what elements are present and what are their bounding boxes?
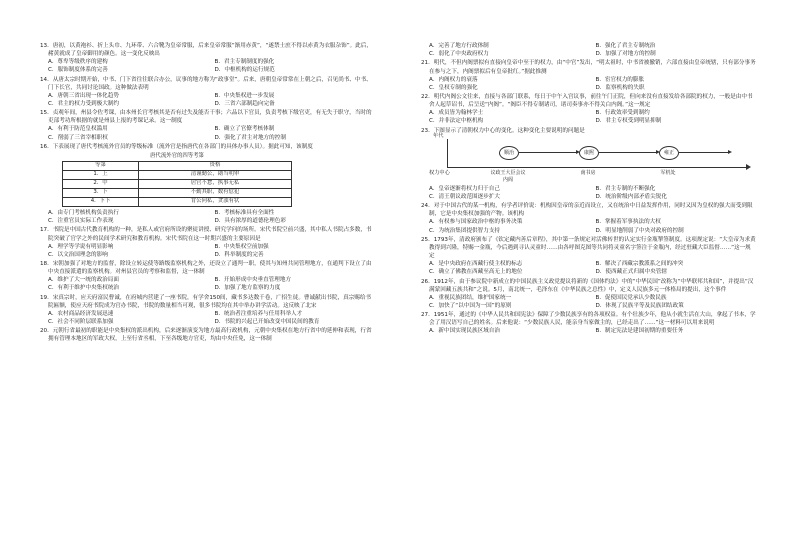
question-block [421, 202, 756, 234]
answer-option: B．确立了官僚考核体制 [214, 126, 275, 133]
options-list [421, 260, 756, 276]
answer-option: C．弱化了中央政府权力 [429, 51, 489, 58]
answer-option: D．加强了对地方的控制 [595, 51, 656, 58]
table-cell: 3．下 [63, 188, 139, 197]
diagram-y-label: 年代 [433, 132, 444, 139]
question-block [421, 278, 756, 310]
answer-option: B．中央集权空前加强 [214, 243, 269, 250]
answer-option: D．具有浓厚的道德伦理色彩 [214, 218, 286, 225]
answer-option: A．农村商品经济发展迅速 [48, 310, 114, 317]
options-list [421, 185, 756, 201]
question-stem: 16．下表展现了唐代考核流外官员的等级标准（流外官是指唐代在各部门的具体办事人员）。据此可知，该制度 [40, 143, 313, 150]
question-stem: 26．1912年，由于参议院中新成立的中国民族主义政党提议将新的《国体约法》中的“中华民国”改称为“中华联邦共和国”，并提出“汉满蒙回藏五族共和”之说。5月，南北统一，毛泽东在《中华民族之总性》中，定义人民族多元一体格局的提出，这个事件 [421, 278, 754, 293]
table-header: 资格 [139, 161, 292, 170]
answer-option: B．促使国民党承认少数民族 [595, 294, 667, 301]
options-list [40, 243, 375, 259]
answer-option: A．皇帝逐渐将权力归于自己 [429, 185, 500, 192]
answer-option: B．强化了君主专制统治 [595, 43, 656, 49]
table-cell: 4．下下 [63, 197, 139, 206]
question-block [40, 226, 375, 258]
answer-option: C．注重官员实际工作表现 [48, 218, 114, 225]
answer-option: A．内阁权力的衰落 [429, 76, 478, 83]
answer-option: B．君主专制制度的强化 [214, 59, 275, 66]
answer-option: C．社会不同阶层联系加强 [48, 318, 114, 325]
question-stem: 22．明代内阁公文往来，直接与各部门联系，每日于中午入宫议事，前往午门正院，但向来没有直接发给各部院的权力，一般是由中书舍人起草诏书，后呈送“内阁”。“阁臣不得专制诸司，诸司奏事亦不得关白内阁。”这一规定 [421, 94, 753, 109]
answer-option: A．有权参与国家政治中枢的事务决策 [429, 219, 523, 226]
answer-option: D．体现了民族平等及民族团结政策 [595, 302, 684, 309]
table-row [63, 197, 292, 206]
question-stem: 14．从唐太宗时期开始，中书、门下省往往联合办公，议事的地方称为“政事堂”。后来，唐朝皇帝常常在上朝之后，召见尚书、中书、门下长官，共同讨论国政。这种做法表明 [40, 76, 372, 91]
diagram-arrow [679, 152, 729, 153]
answer-option: A．尊卑等级秩序的建构 [48, 59, 108, 66]
question-block [40, 260, 375, 292]
options-list [40, 58, 375, 74]
question-stem: 18．宋朝加强了对地方的监督，除设立转运使等路级监察机构之外，还设立了通判一职，使其与知州共同管理地方，在通判下设立了由中央直接派遣的监察机构。对州县官员的考察和监督，这一体制 [40, 261, 372, 276]
answer-option: C．削弱了三省宰相职权 [48, 134, 108, 141]
answer-option: D．君主专权受到明显抑制 [595, 118, 662, 125]
diagram-node: 康熙 [579, 146, 599, 160]
answer-option: A．完善了地方行政体制 [429, 43, 489, 49]
question-block [40, 327, 375, 343]
question-block [421, 127, 756, 201]
answer-option: B．宦官权力的膨胀 [595, 76, 645, 83]
answer-option: A．理学等学说有明显影响 [48, 243, 114, 250]
options-list [40, 125, 375, 141]
answer-option: B．掌握着军事执法的大权 [595, 219, 661, 226]
question-stem: 19．宋真宗时，应天府富民曹诚，在府城内营建了一座书院，有学舍150间，藏书多达数千卷，广招生徒。曹诚献出书院，真宗赐给书院匾额，使应天府书院成为官办书院，书院的数量相当可观，很多书院均在其中举办讲学活动。这反映了北宋 [40, 294, 372, 309]
answer-option: D．强化了君主对地方的控制 [214, 134, 286, 141]
options-list [421, 109, 756, 125]
options-list [421, 294, 756, 310]
table-row [63, 170, 292, 179]
question-stem: 25．1793年，清政府颁布了《钦定藏内善后章程》，其中第一条规定对活佛转世的认定实行金瓶掣签制度。这项规定说：“大皇帝为求黄教得到兴隆，特赐一金瓶，今后遇到寻认灵童时……由各呼图克图等共同将灵童名字签注于金瓶内，经过驻藏大臣监督……”这一规定 [421, 236, 756, 260]
answer-option: B．行政效率受到制约 [595, 110, 650, 117]
answer-option: C．加快了“以中国为一国”的原则 [429, 302, 512, 309]
answer-option: C．皇权专制的强化 [429, 84, 478, 91]
answer-option: B．君主专制的不断强化 [595, 185, 656, 192]
question-block [421, 59, 756, 91]
diagram-arrow [519, 152, 577, 153]
question-block [421, 93, 756, 125]
question-stem: 17．书院是中国古代教育机构的一种，是私人或官府所设的聚徒讲授、研究学问的场所。宋代书院空前兴盛，其中私人书院占多数，书院突破了官学之外的民间学术研究和教育机构。宋代书院在这一时期兴盛的主要原因是 [40, 227, 372, 242]
question-block [40, 76, 375, 108]
table-cell: 清谨勤公，勘当明审 [139, 170, 292, 179]
answer-option: A．有利于防范皇权滥用 [48, 126, 108, 133]
table-caption: 唐代流外官的四等考第 [150, 153, 204, 160]
answer-option: A．重视民族团结，维护国家统一 [429, 294, 512, 301]
answer-option: C．并非法定中枢机构 [429, 118, 484, 125]
question-stem: 27．1951年，通过的《中华人民共和国宪法》保障了少数民族享有的各项权益。有个壮族少年，他从小就生活在大山，拿起了书本，学会了用汉语写自己的姓名。后来他说：“少数民族人民，能亲身当家做主的，已经走出了……”这一材料可以用来说明 [421, 312, 756, 327]
table-cell: 背公向私，贪浊有状 [139, 197, 292, 206]
question-stem: 23．下图显示了清朝权力中心的变化。这种变化主要说明的问题是 [421, 127, 585, 134]
question-block [40, 143, 375, 225]
answer-option: D．使西藏正式归属中央管辖 [595, 269, 667, 276]
answer-option: D．科举制度的完善 [214, 251, 264, 258]
question-block [421, 236, 756, 277]
answer-option: A．是中央政府在西藏行使主权的标志 [429, 261, 523, 268]
question-block [421, 311, 756, 335]
question-block [40, 109, 375, 141]
diagram-node: 顺治 [499, 146, 519, 160]
question-stem: 13．唐初，以黄袍衫、折上头巾、九环带、六合靴为皇帝常服，后来皇帝常服“渐用赤黄”，“遂禁士庶不得以赤黄为衣服杂饰”。此后，赭黄就成了皇帝御用的颜色。这一变化反映出 [40, 43, 372, 58]
answer-option: A．新中国实现民族区域自治 [429, 328, 500, 335]
question-stem: 20．元朝行省最初的职能是中央集权的派出机构，后来逐渐演变为地方最高行政机构，元朝中央集权在地方行省中的延伸和表现，行省拥有管理本地区的军政大权，上至行省丞相，下至各级地方官吏，均由中央任免，这一体制 [40, 328, 372, 343]
table-row [63, 179, 292, 188]
question-block [40, 42, 375, 74]
table-cell: 2．中 [63, 179, 139, 188]
diagram-node: 雍正 [659, 146, 679, 160]
options-list [421, 76, 756, 92]
diagram-arrow [599, 152, 657, 153]
answer-option: A．唐朝三省出现一体化趋势 [48, 92, 119, 99]
answer-option: D．明显地削弱了中央对政府的控制 [595, 227, 684, 234]
answer-option: B．考核标准具有全面性 [214, 209, 275, 216]
question-stem: 24．对于中国古代的某一机构，有学者评价说：机构因皇帝的亲近而设立，又在统治中日益发挥作用，同时又因为皇权的强大而受到限制，它是中央集权加强的产物。该机构 [421, 203, 753, 218]
answer-option: A．成员皆为翰林学士 [429, 110, 484, 117]
answer-option: C．为统治集团提供智力支持 [429, 227, 501, 234]
right-column [421, 42, 756, 337]
answer-option: C．服饰制度体系的完善 [48, 67, 108, 74]
answer-option: A．由专门考核机构负责执行 [48, 209, 119, 216]
diagram-sublabel: 议政王大臣会议 [490, 169, 526, 176]
question-stem: 15．贞观年间，州县令佐考课，由本州长官考核其是否有过失及能否干事；六品以下官员，负责考核下级官吏，有无失于职守，当时的吏部考功所根据的就是州县上报的考课记录。这一制度 [40, 110, 372, 125]
diagram-axis [447, 139, 448, 167]
table-cell: 不勤其职，数有愆犯 [139, 188, 292, 197]
diagram-sublabel: 军机处 [660, 169, 676, 176]
answer-option: D．统治阶级内部矛盾尖锐化 [595, 193, 667, 200]
answer-option: B．制定宪法是建国初期的重要任务 [595, 328, 684, 335]
answer-option: D．书院的兴起已开始改变中国民间的教育 [214, 318, 320, 325]
answer-option: D．加强了地方监察的力度 [214, 285, 281, 292]
options-list [40, 310, 375, 326]
table-cell: 1．上 [63, 170, 139, 179]
answer-option: D．三省六部制趋向完备 [214, 100, 275, 107]
options-list [421, 42, 756, 58]
answer-option: B．开始形成中央垂直管理地方 [214, 277, 292, 284]
diagram-axis [447, 167, 747, 168]
options-list [421, 327, 756, 335]
table-row [63, 188, 292, 197]
question-block [421, 42, 756, 58]
options-list [40, 276, 375, 292]
table-cell: 居官不怠，执事无私 [139, 179, 292, 188]
question-block [40, 294, 375, 326]
answer-option: B．解决了西藏宗教派系之间的冲突 [595, 261, 684, 268]
grading-table [62, 153, 292, 207]
answer-option: B．中央集权进一步发展 [214, 92, 275, 99]
diagram-sublabel: 南书房 [580, 169, 596, 176]
answer-option: C．确立了佛教在西藏至高无上的地位 [429, 269, 523, 276]
answer-option: C．以文治国理念的影响 [48, 251, 108, 258]
answer-option: A．维护了大一统的政治局面 [48, 277, 119, 284]
answer-option: C．君主的权力受到极大制约 [48, 100, 120, 107]
table-header: 等第 [63, 161, 139, 170]
answer-option: C．有利于维护中央集权统治 [48, 285, 120, 292]
options-list [40, 92, 375, 108]
diagram-sublabel: 内阁 [502, 176, 513, 183]
answer-option: B．统治者注重培养与任用科举人才 [214, 310, 303, 317]
diagram-x-label: 权力中心 [429, 169, 450, 176]
answer-option: D．监察机构的失职 [595, 84, 645, 91]
answer-option: D．中枢机构的运行规范 [214, 67, 275, 74]
options-list [421, 218, 756, 234]
options-list [40, 209, 375, 225]
left-column [40, 42, 375, 345]
answer-option: C．清王朝议政范围逐步扩大 [429, 193, 501, 200]
question-stem: 21．明代，不但内阁票拟有直接向皇帝中至于的权力，由“中官”发出，“明太祖时，中书省被撤销，六部直接由皇帝统辖，只有部分事务在参与之下，内阁票拟后有皇帝批红。”据此推测 [421, 60, 756, 75]
power-center-diagram [429, 132, 749, 183]
